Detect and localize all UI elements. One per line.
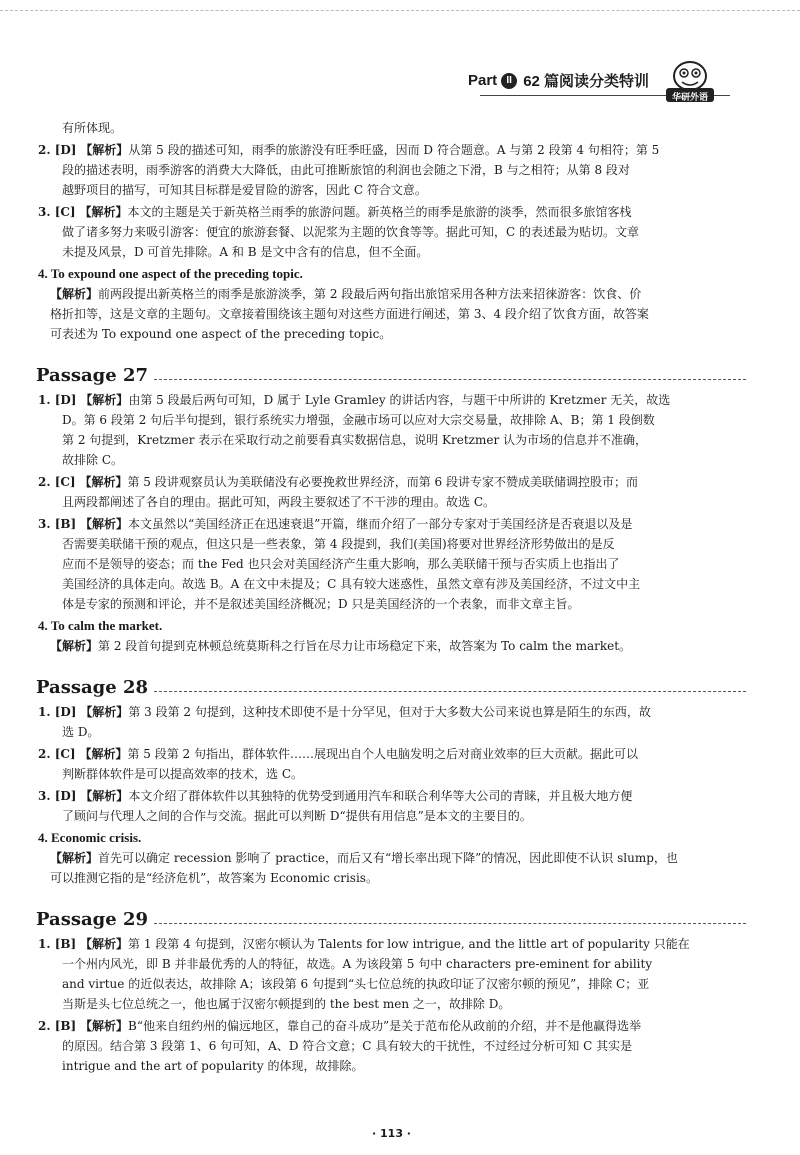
- part-numeral: II: [501, 73, 517, 89]
- section-title: 62 篇阅读分类特训: [523, 73, 650, 90]
- analysis-tag: 【解析】: [80, 393, 129, 407]
- analysis-line: 第 1 段第 4 句提到，汉密尔顿认为 Talents for low intrigue, and the little art of popularity 只能在: [128, 937, 690, 951]
- part-label: Part: [468, 72, 498, 89]
- p29-question-1: [38, 934, 746, 1014]
- analysis-line: 做了诸多努力来吸引游客：便宜的旅游套餐、以泥浆为主题的饮食等等。据此可知，C 的表述最为贴切。文章: [62, 225, 640, 239]
- analysis-line: 段的描述表明，雨季游客的消费大大降低，由此可推断旅馆的利润也会随之下滑，B 与之相符；从第 8 段对: [62, 163, 630, 177]
- answer-heading: 4. To calm the market.: [38, 618, 163, 633]
- answer-heading: 4. To expound one aspect of the preceding topic.: [38, 266, 303, 281]
- analysis-tag: 【解析】: [80, 517, 129, 531]
- answer-content: [38, 118, 746, 1076]
- passage-29-heading: [38, 910, 746, 930]
- carry-question-3: [38, 202, 746, 262]
- analysis-line: intrigue and the art of popularity 的体现，故排除。: [62, 1059, 364, 1073]
- analysis-tag: 【解析】: [79, 205, 128, 219]
- carry-question-2: [38, 140, 746, 200]
- answer-number: 1. [D]: [38, 393, 77, 407]
- top-edge-dashes: [0, 10, 800, 11]
- answer-number: 3. [D]: [38, 789, 77, 803]
- analysis-line: 未提及风景，D 可首先排除。A 和 B 是文中含有的信息，但不全面。: [62, 245, 429, 259]
- answer-number: 2. [D]: [38, 143, 77, 157]
- logo-text: 华研外语: [671, 93, 708, 103]
- answer-number: 2. [C]: [38, 475, 76, 489]
- page-number: · 113 ·: [372, 1127, 411, 1140]
- analysis-tag: 【解析】: [50, 639, 99, 653]
- p28-question-3: [38, 786, 746, 826]
- analysis-line: 第 2 句提到，Kretzmer 表示在采取行动之前要看真实数据信息，说明 Kretzmer 认为市场的信息并不准确，: [62, 433, 648, 447]
- answer-number: 3. [B]: [38, 517, 77, 531]
- analysis-line: 第 3 段第 2 句提到，这种技术即使不是十分罕见，但对于大多数大公司来说也算是陌生的东西，故: [128, 705, 651, 719]
- analysis-line: and virtue 的近似表达，故排除 A；该段第 6 句提到“头七位总统的执政印证了汉密尔顿的预见”，排除 C；亚: [62, 977, 650, 991]
- answer-heading: 4. Economic crisis.: [38, 830, 142, 845]
- analysis-line: 美国经济的具体走向。故选 B。A 在文中未提及；C 具有较大迷惑性，虽然文章有涉及美国经济，不过文中主: [62, 577, 641, 591]
- analysis-line: 第 5 段第 2 句指出，群体软件……展现出自个人电脑发明之后对商业效率的巨大贡献。据此可以: [127, 747, 638, 761]
- carry-q1-tail: 有所体现。: [62, 121, 123, 135]
- analysis-line: 本文介绍了群体软件以其独特的优势受到通用汽车和联合利华等大公司的青睐，并且极大地方便: [128, 789, 633, 803]
- passage-rule: [154, 379, 746, 380]
- analysis-line: 可表述为 To expound one aspect of the preceding topic。: [50, 327, 392, 341]
- passage-rule: [154, 923, 746, 924]
- passage-rule: [154, 691, 746, 692]
- p27-question-1: [38, 390, 746, 470]
- analysis-line: 前两段提出新英格兰的雨季是旅游淡季，第 2 段最后两句指出旅馆采用各种方法来招徕游客：饮食、价: [98, 287, 642, 301]
- answer-number: 3. [C]: [38, 205, 76, 219]
- analysis-line: 越野项目的描写，可知其目标群是爱冒险的游客，因此 C 符合文意。: [62, 183, 427, 197]
- analysis-tag: 【解析】: [79, 747, 128, 761]
- analysis-line: 且两段都阐述了各自的理由。据此可知，两段主要叙述了不干涉的理由。故选 C。: [62, 495, 495, 509]
- analysis-line: 第 2 段首句提到克林顿总统莫斯科之行旨在尽力让市场稳定下来，故答案为 To calm the market。: [98, 639, 632, 653]
- answer-number: 2. [B]: [38, 1019, 77, 1033]
- p28-question-2: [38, 744, 746, 784]
- analysis-tag: 【解析】: [79, 475, 128, 489]
- analysis-line: D。第 6 段第 2 句后半句提到，银行系统实力增强，金融市场可以应对大宗交易量，故排除 A、B；第 1 段倒数: [62, 413, 655, 427]
- analysis-line: B“他来自纽约州的偏远地区，靠自己的奋斗成功”是关于范布伦从政前的介绍，并不是他赢得选举: [128, 1019, 642, 1033]
- analysis-line: 可以推测它指的是“经济危机”，故答案为 Economic crisis。: [50, 871, 378, 885]
- passage-title: Passage 28: [36, 677, 148, 698]
- analysis-line: 判断群体软件是可以提高效率的技术，选 C。: [62, 767, 303, 781]
- analysis-line: 第 5 段讲观察员认为美联储没有必要挽救世界经济，而第 6 段讲专家不赞成美联储调控股市；而: [127, 475, 638, 489]
- analysis-line: 首先可以确定 recession 影响了 practice，而后又有“增长率出现下降”的情况，因此即使不认识 slump，也: [98, 851, 678, 865]
- analysis-tag: 【解析】: [80, 705, 129, 719]
- carry-question-4: [38, 264, 746, 344]
- p28-question-4: [38, 828, 746, 888]
- analysis-line: 否需要美联储干预的观点，但这只是一些表象，第 4 段提到，我们(美国)将要对世界经济形势做出的是反: [62, 537, 615, 551]
- p28-question-1: [38, 702, 746, 742]
- analysis-tag: 【解析】: [80, 1019, 129, 1033]
- answer-number: 2. [C]: [38, 747, 76, 761]
- answer-number: 1. [D]: [38, 705, 77, 719]
- analysis-tag: 【解析】: [50, 287, 99, 301]
- answer-number: 1. [B]: [38, 937, 77, 951]
- analysis-tag: 【解析】: [80, 937, 129, 951]
- p27-question-4: [38, 616, 746, 656]
- running-header: [468, 70, 649, 91]
- analysis-line: 由第 5 段最后两句可知，D 属于 Lyle Gramley 的讲话内容，与题干中所讲的 Kretzmer 无关，故选: [128, 393, 671, 407]
- passage-title: Passage 29: [36, 909, 148, 930]
- analysis-line: 一个州内风光，即 B 并非最优秀的人的特征，故选。A 为该段第 5 句中 characters pre-eminent for ability: [62, 957, 653, 971]
- passage-27-heading: [38, 366, 746, 386]
- analysis-line: 本文虽然以“美国经济正在迅速衰退”开篇，继而介绍了一部分专家对于美国经济是否衰退以及是: [128, 517, 633, 531]
- analysis-tag: 【解析】: [50, 851, 99, 865]
- analysis-line: 体是专家的预测和评论，并不是叙述美国经济概况；D 只是美国经济的一个表象，而非文章主旨。: [62, 597, 580, 611]
- p27-question-2: [38, 472, 746, 512]
- analysis-line: 当斯是头七位总统之一，他也属于汉密尔顿提到的 the best men 之一，故排除 D。: [62, 997, 511, 1011]
- analysis-line: 的原因。结合第 3 段第 1、6 句可知，A、D 符合文意；C 具有较大的干扰性，不过经过分析可知 C 其实是: [62, 1039, 633, 1053]
- analysis-tag: 【解析】: [80, 143, 129, 157]
- analysis-line: 选 D。: [62, 725, 100, 739]
- analysis-line: 格折扣等，这是文章的主题句。文章接着围绕该主题句对这些方面进行阐述，第 3、4 段介绍了饮食方面，故答案: [50, 307, 649, 321]
- passage-title: Passage 27: [36, 365, 148, 386]
- analysis-line: 从第 5 段的描述可知，雨季的旅游没有旺季旺盛，因而 D 符合题意。A 与第 2 段第 4 句相符；第 5: [128, 143, 660, 157]
- analysis-line: 应而不是领导的姿态；而 the Fed 也只会对美国经济产生重大影响，那么美联储干预与否实质上也指出了: [62, 557, 620, 571]
- p27-question-3: [38, 514, 746, 614]
- passage-28-heading: [38, 678, 746, 698]
- analysis-tag: 【解析】: [80, 789, 129, 803]
- analysis-line: 了顾问与代理人之间的合作与交流。据此可以判断 D“提供有用信息”是本文的主要目的。: [62, 809, 532, 823]
- analysis-line: 本文的主题是关于新英格兰雨季的旅游问题。新英格兰的雨季是旅游的淡季，然而很多旅馆客栈: [127, 205, 632, 219]
- analysis-line: 故排除 C。: [62, 453, 123, 467]
- p29-question-2: [38, 1016, 746, 1076]
